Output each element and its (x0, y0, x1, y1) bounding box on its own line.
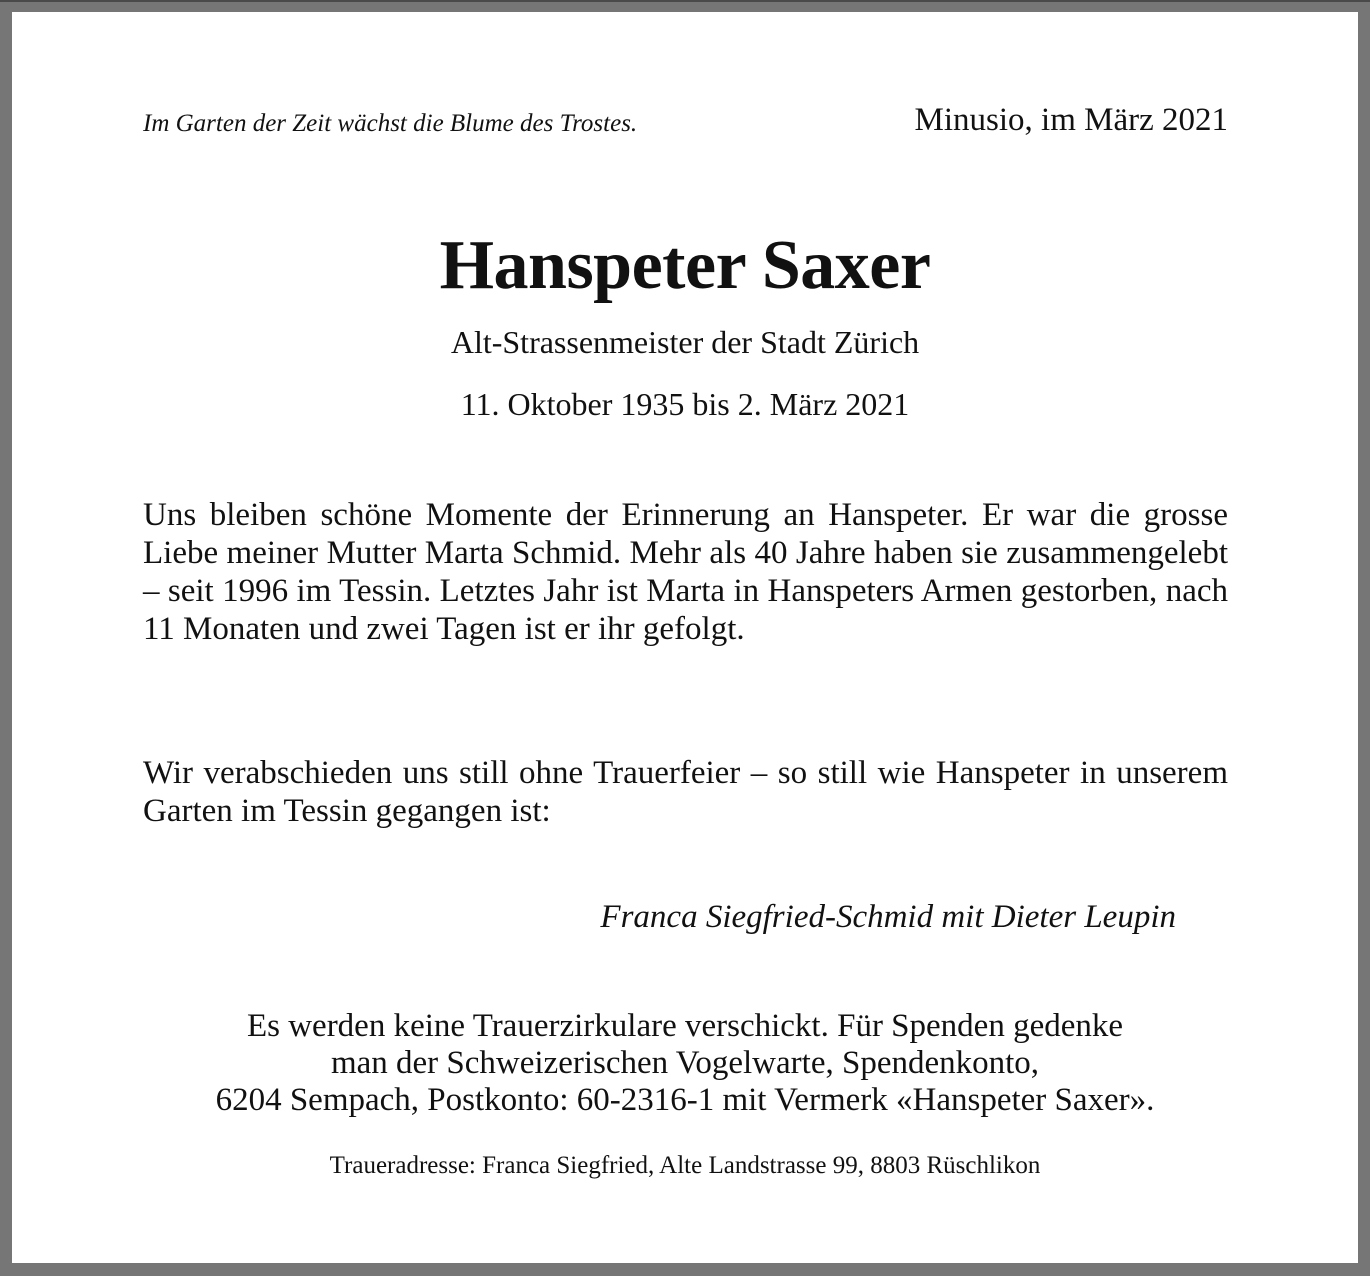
deceased-role: Alt-Strassenmeister der Stadt Zürich (450, 324, 920, 360)
deceased-name: Hanspeter Saxer (439, 227, 931, 304)
place-date: Minusio, im März 2021 (914, 102, 1228, 138)
signature: Franca Siegfried-Schmid mit Dieter Leupin (600, 899, 1176, 935)
paragraph-farewell: Wir verabschieden uns still ohne Trauerfeier – so still wie Hanspeter in unserem Garten im Tessin gegangen ist: (143, 755, 1228, 829)
donation-note (12, 1008, 1358, 1119)
donation-note-line: Es werden keine Trauerzirkulare verschickt. Für Spenden gedenke (246, 1008, 1124, 1044)
window-edge (0, 0, 1370, 2)
donation-note-line: man der Schweizerischen Vogelwarte, Spendenkonto, (330, 1045, 1040, 1081)
obituary-page (12, 12, 1358, 1263)
life-dates: 11. Oktober 1935 bis 2. März 2021 (460, 386, 910, 422)
motto: Im Garten der Zeit wächst die Blume des Trostes. (143, 110, 638, 137)
mourning-address: Traueradresse: Franca Siegfried, Alte Landstrasse 99, 8803 Rüschlikon (329, 1152, 1041, 1179)
paragraph-memories: Uns bleiben schöne Momente der Erinnerung an Hanspeter. Er war die grosse Liebe meiner Mutter Marta Schmid. Mehr als 40 Jahre haben sie zusammengelebt – seit 1996 im Tessin. Letztes Jahr ist Marta in Hanspeters Armen gestorben, nach 11 Monaten und zwei Tagen ist er ihr gefolgt. (143, 497, 1228, 647)
donation-note-line: 6204 Sempach, Postkonto: 60-2316-1 mit Vermerk «Hanspeter Saxer». (215, 1082, 1155, 1118)
